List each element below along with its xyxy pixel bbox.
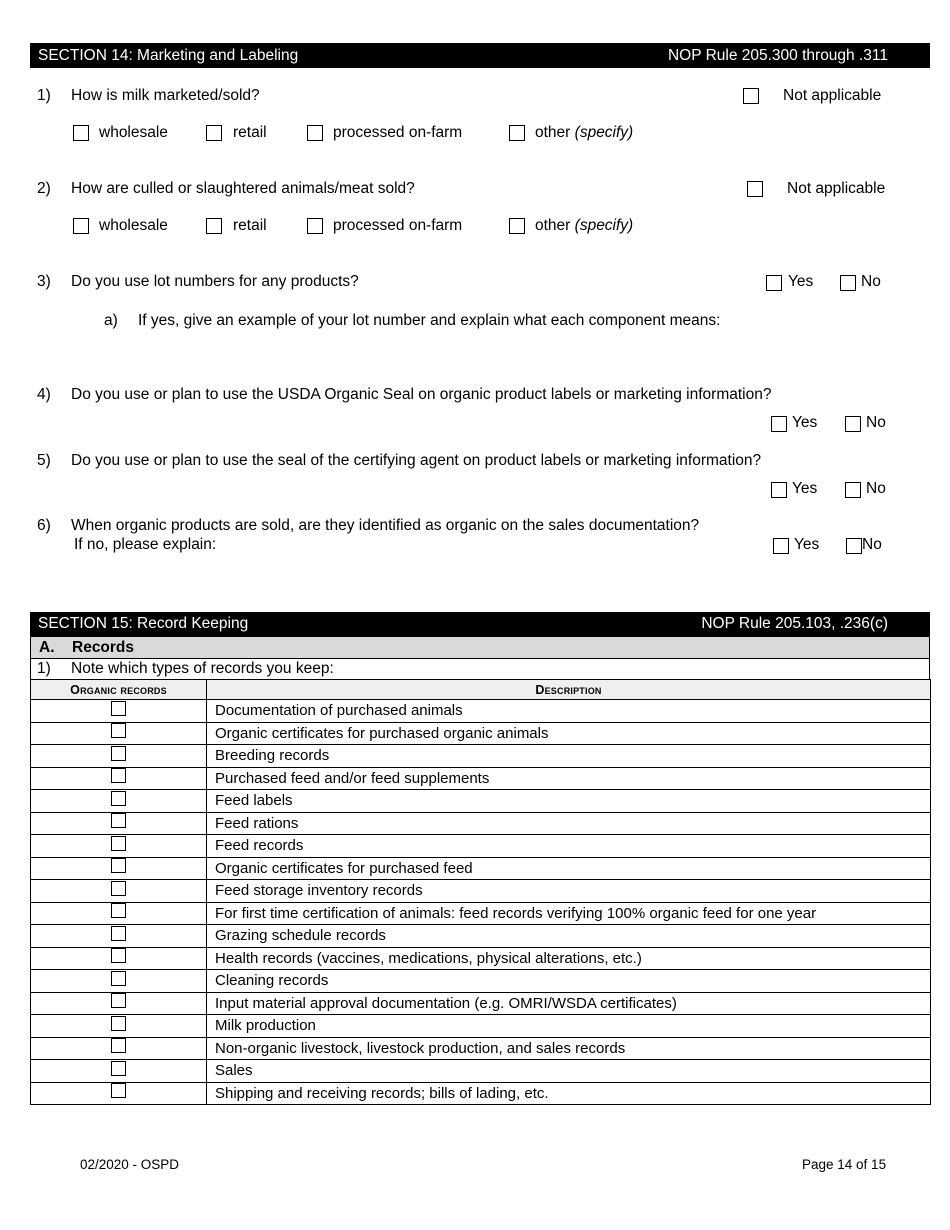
- records-subheader: [30, 636, 930, 658]
- q3-number: 3): [37, 273, 51, 290]
- section-15-title: SECTION 15: Record Keeping: [38, 615, 249, 632]
- record-checkbox[interactable]: [111, 1061, 126, 1076]
- q6-no-checkbox[interactable]: [846, 538, 862, 554]
- q6-text-explain: If no, please explain:: [74, 536, 217, 553]
- table-row: [31, 722, 931, 745]
- q2-wholesale-checkbox[interactable]: [73, 218, 89, 234]
- table-row: [31, 1082, 931, 1105]
- q5-yes-checkbox[interactable]: [771, 482, 787, 498]
- record-description: Feed labels: [207, 790, 931, 813]
- q2-other-hint: (specify): [574, 217, 634, 234]
- q5-no-checkbox[interactable]: [845, 482, 861, 498]
- record-description: Breeding records: [207, 745, 931, 768]
- q6-no-label: No: [862, 536, 882, 553]
- record-checkbox-cell: [31, 790, 207, 813]
- records-table-body: [31, 700, 931, 1105]
- q1-retail-label: retail: [233, 124, 267, 141]
- q5-text: Do you use or plan to use the seal of the certifying agent on product labels or marketing information?: [71, 452, 762, 469]
- record-checkbox[interactable]: [111, 971, 126, 986]
- records-title: Records: [72, 639, 135, 656]
- q1-text: How is milk marketed/sold?: [71, 87, 260, 104]
- table-row: [31, 992, 931, 1015]
- record-description: Shipping and receiving records; bills of lading, etc.: [207, 1082, 931, 1105]
- q2-other-label: [535, 217, 633, 235]
- table-row: [31, 970, 931, 993]
- record-checkbox-cell: [31, 857, 207, 880]
- record-description: For first time certification of animals: feed records verifying 100% organic feed for one year: [207, 902, 931, 925]
- q3-yes-checkbox[interactable]: [766, 275, 782, 291]
- record-checkbox-cell: [31, 947, 207, 970]
- record-checkbox[interactable]: [111, 1083, 126, 1098]
- table-row: [31, 947, 931, 970]
- record-checkbox-cell: [31, 902, 207, 925]
- records-question-text: Note which types of records you keep:: [71, 660, 334, 677]
- record-checkbox-cell: [31, 1037, 207, 1060]
- q4-no-checkbox[interactable]: [845, 416, 861, 432]
- records-table-header: [31, 680, 931, 700]
- q3-text: Do you use lot numbers for any products?: [71, 273, 359, 290]
- record-checkbox-cell: [31, 970, 207, 993]
- record-checkbox[interactable]: [111, 813, 126, 828]
- records-letter: A.: [39, 639, 55, 656]
- records-question-row: [30, 658, 930, 679]
- section-14-header: [30, 43, 930, 68]
- record-checkbox-cell: [31, 812, 207, 835]
- record-description: Cleaning records: [207, 970, 931, 993]
- section-14-title: SECTION 14: Marketing and Labeling: [38, 47, 299, 64]
- record-description: Non-organic livestock, livestock production, and sales records: [207, 1037, 931, 1060]
- table-row: [31, 700, 931, 723]
- q5-no-label: No: [866, 480, 886, 497]
- q6-yes-label: Yes: [794, 536, 820, 553]
- record-checkbox[interactable]: [111, 746, 126, 761]
- record-checkbox[interactable]: [111, 881, 126, 896]
- q4-no-label: No: [866, 414, 886, 431]
- record-checkbox-cell: [31, 835, 207, 858]
- record-checkbox[interactable]: [111, 791, 126, 806]
- table-row: [31, 745, 931, 768]
- record-description: Health records (vaccines, medications, physical alterations, etc.): [207, 947, 931, 970]
- record-description: Documentation of purchased animals: [207, 700, 931, 723]
- record-description: Purchased feed and/or feed supplements: [207, 767, 931, 790]
- q4-yes-checkbox[interactable]: [771, 416, 787, 432]
- record-checkbox-cell: [31, 1060, 207, 1083]
- record-checkbox-cell: [31, 925, 207, 948]
- record-checkbox-cell: [31, 745, 207, 768]
- q1-other-checkbox[interactable]: [509, 125, 525, 141]
- record-description: Feed records: [207, 835, 931, 858]
- section-15-rule: NOP Rule 205.103, .236(c): [701, 615, 888, 632]
- record-description: Organic certificates for purchased feed: [207, 857, 931, 880]
- record-checkbox-cell: [31, 722, 207, 745]
- q1-not-applicable-checkbox[interactable]: [743, 88, 759, 104]
- record-checkbox-cell: [31, 1015, 207, 1038]
- q2-retail-label: retail: [233, 217, 267, 234]
- q2-not-applicable-checkbox[interactable]: [747, 181, 763, 197]
- column-header-description: Description: [207, 680, 931, 700]
- q3a-letter: a): [104, 312, 118, 329]
- q2-processed-label: processed on-farm: [333, 217, 463, 234]
- q1-wholesale-label: wholesale: [99, 124, 168, 141]
- q1-other-hint: (specify): [574, 124, 634, 141]
- record-checkbox[interactable]: [111, 858, 126, 873]
- table-row: [31, 767, 931, 790]
- table-row: [31, 880, 931, 903]
- q2-number: 2): [37, 180, 51, 197]
- q2-other-text: other: [535, 217, 571, 234]
- q1-not-applicable-label: Not applicable: [783, 87, 882, 104]
- record-checkbox-cell: [31, 700, 207, 723]
- record-description: Feed storage inventory records: [207, 880, 931, 903]
- section-14-rule: NOP Rule 205.300 through .311: [667, 47, 888, 64]
- records-table: [30, 679, 931, 1105]
- q4-text: Do you use or plan to use the USDA Organic Seal on organic product labels or marketing information?: [71, 386, 772, 403]
- table-row: [31, 902, 931, 925]
- q1-processed-label: processed on-farm: [333, 124, 463, 141]
- record-description: Organic certificates for purchased organic animals: [207, 722, 931, 745]
- table-row: [31, 1060, 931, 1083]
- q4-yes-label: Yes: [792, 414, 818, 431]
- record-checkbox[interactable]: [111, 768, 126, 783]
- record-checkbox-cell: [31, 1082, 207, 1105]
- q3-yes-label: Yes: [788, 273, 814, 290]
- q1-other-label: [535, 124, 633, 142]
- record-description: Input material approval documentation (e.g. OMRI/WSDA certificates): [207, 992, 931, 1015]
- q1-other-text: other: [535, 124, 571, 141]
- record-checkbox[interactable]: [111, 1016, 126, 1031]
- q2-wholesale-label: wholesale: [99, 217, 168, 234]
- q2-retail-checkbox[interactable]: [206, 218, 222, 234]
- q5-number: 5): [37, 452, 51, 469]
- q3-no-checkbox[interactable]: [840, 275, 856, 291]
- q6-number: 6): [37, 517, 51, 534]
- table-row: [31, 812, 931, 835]
- record-checkbox[interactable]: [111, 993, 126, 1008]
- record-description: Feed rations: [207, 812, 931, 835]
- record-checkbox[interactable]: [111, 723, 126, 738]
- record-description: Sales: [207, 1060, 931, 1083]
- column-header-organic-records: Organic records: [31, 680, 207, 700]
- record-checkbox[interactable]: [111, 1038, 126, 1053]
- q4-number: 4): [37, 386, 51, 403]
- record-checkbox[interactable]: [111, 836, 126, 851]
- q2-processed-checkbox[interactable]: [307, 218, 323, 234]
- record-description: Milk production: [207, 1015, 931, 1038]
- record-description: Grazing schedule records: [207, 925, 931, 948]
- q6-text: When organic products are sold, are they identified as organic on the sales documentation?: [71, 517, 700, 534]
- table-row: [31, 835, 931, 858]
- q1-wholesale-checkbox[interactable]: [73, 125, 89, 141]
- record-checkbox[interactable]: [111, 926, 126, 941]
- section-15-header: [30, 612, 930, 636]
- table-row: [31, 857, 931, 880]
- records-question-number: 1): [37, 660, 51, 677]
- q1-processed-checkbox[interactable]: [307, 125, 323, 141]
- record-checkbox[interactable]: [111, 903, 126, 918]
- q2-text: How are culled or slaughtered animals/meat sold?: [71, 180, 415, 197]
- record-checkbox[interactable]: [111, 948, 126, 963]
- table-row: [31, 790, 931, 813]
- record-checkbox-cell: [31, 992, 207, 1015]
- table-row: [31, 925, 931, 948]
- q2-not-applicable-label: Not applicable: [787, 180, 886, 197]
- table-row: [31, 1037, 931, 1060]
- footer-date: 02/2020 - OSPD: [80, 1157, 180, 1172]
- footer-page-number: Page 14 of 15: [802, 1157, 887, 1172]
- table-row: [31, 1015, 931, 1038]
- q1-retail-checkbox[interactable]: [206, 125, 222, 141]
- record-checkbox-cell: [31, 880, 207, 903]
- q2-other-checkbox[interactable]: [509, 218, 525, 234]
- q3-no-label: No: [861, 273, 881, 290]
- record-checkbox[interactable]: [111, 701, 126, 716]
- q5-yes-label: Yes: [792, 480, 818, 497]
- q1-number: 1): [37, 87, 51, 104]
- q6-yes-checkbox[interactable]: [773, 538, 789, 554]
- q3a-text: If yes, give an example of your lot number and explain what each component means:: [138, 312, 721, 329]
- record-checkbox-cell: [31, 767, 207, 790]
